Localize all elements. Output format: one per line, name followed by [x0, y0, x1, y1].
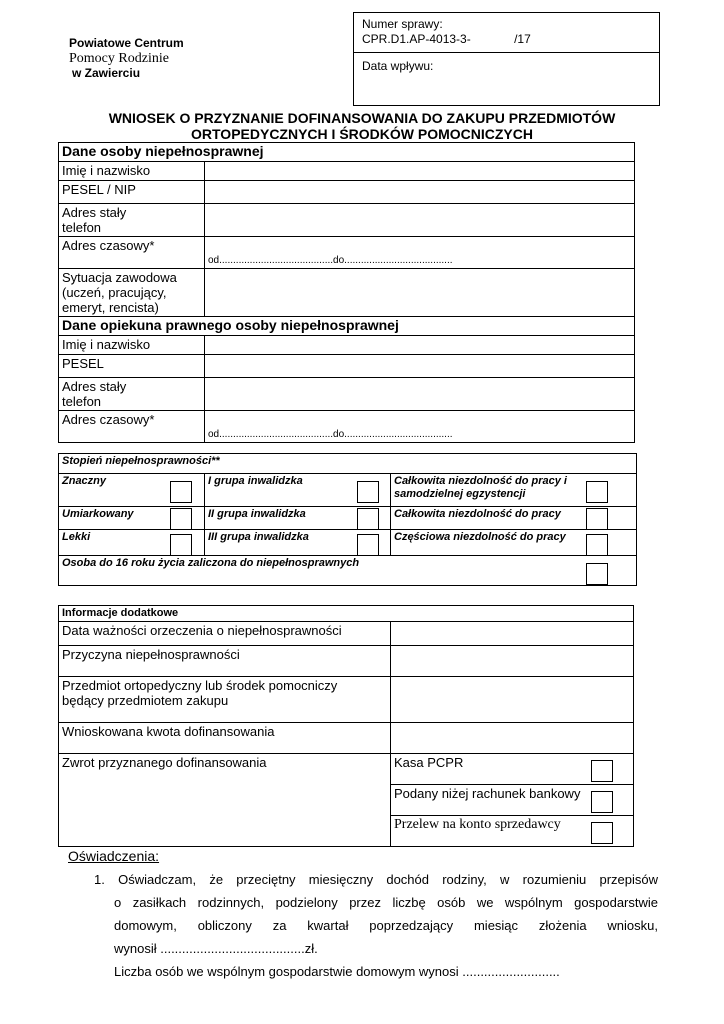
disability-table: [58, 453, 637, 586]
person-pesel-field[interactable]: [205, 181, 635, 204]
total-incapacity: Całkowita niezdolność do pracy: [391, 507, 637, 530]
refund-cash: Kasa PCPR: [391, 754, 634, 785]
refund-label: Zwrot przyznanego dofinansowania: [59, 754, 391, 847]
checkbox-moderate[interactable]: [170, 508, 192, 530]
declaration-line-1: 1. Oświadczam, że przeciętny miesięczny dochód rodziny, w rozumieniu przepisów: [94, 872, 658, 887]
checkbox-light[interactable]: [170, 534, 192, 556]
guardian-address-label: Adres stały: [62, 379, 127, 394]
group-three: III grupa inwalidzka: [205, 530, 391, 556]
person-section-title: Dane osoby niepełnosprawnej: [59, 143, 635, 162]
checkbox-group-one[interactable]: [357, 481, 379, 503]
child-under-16: Osoba do 16 roku życia zaliczona do niepełnosprawnych: [59, 556, 637, 586]
degree-moderate: Umiarkowany: [59, 507, 205, 530]
org-line-3: w Zawierciu: [72, 66, 141, 80]
item-label-1: Przedmiot ortopedyczny lub środek pomocniczy: [62, 678, 338, 693]
checkbox-partial-incapacity[interactable]: [586, 534, 608, 556]
checkbox-refund-bank[interactable]: [591, 791, 613, 813]
declaration-line-5: Liczba osób we wspólnym gospodarstwie domowym wynosi ...........................: [114, 964, 560, 979]
additional-info-table: [58, 605, 634, 847]
guardian-name-field[interactable]: [205, 336, 635, 355]
checkbox-group-two[interactable]: [357, 508, 379, 530]
declarations-heading: Oświadczenia:: [68, 848, 160, 864]
case-number-suffix: /17: [514, 32, 531, 46]
person-temp-period[interactable]: od.........................................do.......................................: [205, 237, 635, 269]
item-field[interactable]: [391, 677, 634, 723]
declarations: [68, 848, 658, 983]
group-two: II grupa inwalidzka: [205, 507, 391, 530]
guardian-temp-address-label: Adres czasowy*: [59, 411, 205, 443]
checkbox-refund-cash[interactable]: [591, 760, 613, 782]
person-pesel-label: PESEL / NIP: [59, 181, 205, 204]
person-job-label-2: (uczeń, pracujący,: [62, 285, 167, 300]
disability-section-title: Stopień niepełnosprawności**: [59, 454, 637, 474]
org-line-2: Pomocy Rodzinie: [69, 51, 169, 66]
person-address-field[interactable]: [205, 204, 635, 237]
additional-section-title: Informacje dodatkowe: [59, 606, 634, 622]
checkbox-total-independent[interactable]: [586, 481, 608, 503]
checkbox-total-incapacity[interactable]: [586, 508, 608, 530]
degree-significant: Znaczny: [59, 474, 205, 507]
title-line-1: WNIOSEK O PRZYZNANIE DOFINANSOWANIA DO ZAKUPU PRZEDMIOTÓW: [108, 110, 616, 126]
guardian-phone-label: telefon: [62, 394, 102, 409]
guardian-pesel-label: PESEL: [59, 355, 205, 378]
case-number: CPR.D1.AP-4013-3-: [362, 32, 471, 46]
total-incapacity-independent: Całkowita niezdolność do pracy i samodzielnej egzystencji: [391, 474, 637, 507]
guardian-pesel-field[interactable]: [205, 355, 635, 378]
checkbox-significant[interactable]: [170, 481, 192, 503]
org-line-1: Powiatowe Centrum: [69, 36, 184, 50]
organization-name: [69, 36, 184, 81]
amount-label: Wnioskowana kwota dofinansowania: [59, 723, 391, 754]
form-title: [60, 110, 664, 142]
refund-bank: Podany niżej rachunek bankowy: [391, 785, 634, 816]
title-line-2: ORTOPEDYCZNYCH I ŚRODKÓW POMOCNICZYCH: [191, 126, 533, 142]
declaration-line-2: o zasiłkach rodzinnych, podzielony przez liczbę osób we wspólnym gospodarstwie: [114, 895, 658, 910]
guardian-name-label: Imię i nazwisko: [59, 336, 205, 355]
person-job-label-1: Sytuacja zawodowa: [62, 270, 177, 285]
person-job-field[interactable]: [205, 269, 635, 317]
declaration-line-3: domowym, obliczony za kwartał poprzedzający miesiąc złożenia wniosku,: [114, 918, 658, 933]
person-phone-label: telefon: [62, 220, 102, 235]
cause-label: Przyczyna niepełnosprawności: [59, 646, 391, 677]
guardian-section-title: Dane opiekuna prawnego osoby niepełnosprawnej: [59, 317, 635, 336]
case-number-label: Numer sprawy:: [362, 17, 443, 31]
group-one: I grupa inwalidzka: [205, 474, 391, 507]
item-label-2: będący przedmiotem zakupu: [62, 693, 229, 708]
person-job-label-3: emeryt, rencista): [62, 300, 159, 315]
person-name-field[interactable]: [205, 162, 635, 181]
guardian-address-field[interactable]: [205, 378, 635, 411]
validity-field[interactable]: [391, 622, 634, 646]
checkbox-refund-seller[interactable]: [591, 822, 613, 844]
person-name-label: Imię i nazwisko: [59, 162, 205, 181]
checkbox-child-under-16[interactable]: [586, 563, 608, 585]
applicant-table: [58, 142, 635, 443]
guardian-temp-period[interactable]: od.........................................do.......................................: [205, 411, 635, 443]
person-address-label: Adres stały: [62, 205, 127, 220]
degree-light: Lekki: [59, 530, 205, 556]
date-received-label: Data wpływu:: [362, 59, 434, 73]
cause-field[interactable]: [391, 646, 634, 677]
checkbox-group-three[interactable]: [357, 534, 379, 556]
person-temp-address-label: Adres czasowy*: [59, 237, 205, 269]
amount-field[interactable]: [391, 723, 634, 754]
case-box: [353, 12, 660, 106]
declaration-line-4: wynosił ........................................zł.: [114, 941, 318, 956]
refund-seller: Przelew na konto sprzedawcy: [391, 816, 634, 847]
partial-incapacity: Częściowa niezdolność do pracy: [391, 530, 637, 556]
validity-label: Data ważności orzeczenia o niepełnosprawności: [59, 622, 391, 646]
